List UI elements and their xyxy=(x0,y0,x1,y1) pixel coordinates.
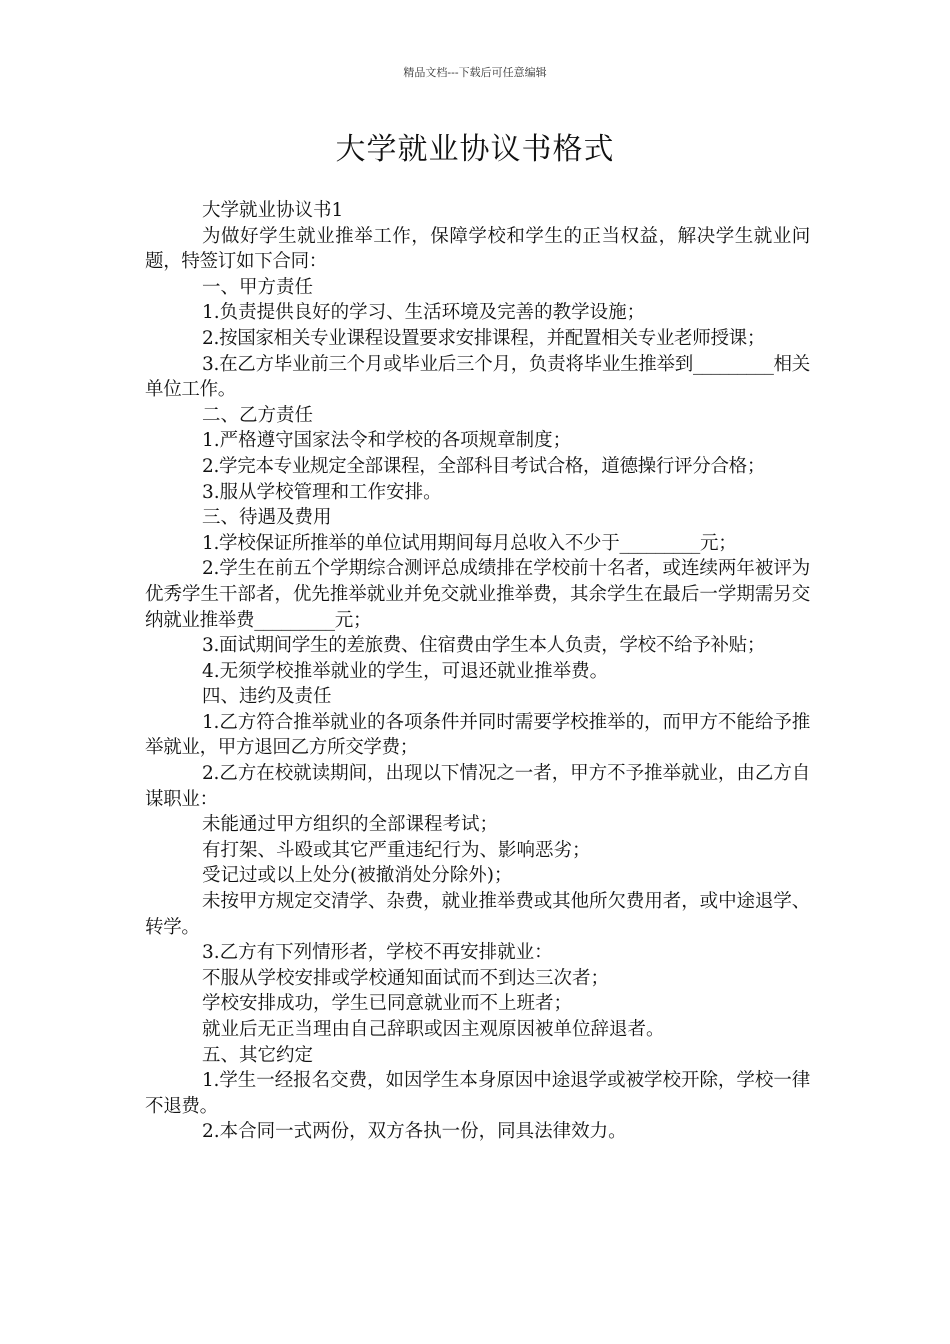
paragraph: 1.负责提供良好的学习、生活环境及完善的教学设施； xyxy=(202,302,646,324)
section-heading: 四、违约及责任 xyxy=(202,686,332,708)
paragraph: 2.学生在前五个学期综合测评总成绩排在学校前十名者，或连续两年被评为优秀学生干部者，优先推举就业并免交就业推举费，其余学生在最后一学期需另交纳就业推举费_________元； xyxy=(145,558,810,631)
paragraph: 就业后无正当理由自己辞职或因主观原因被单位辞退者。 xyxy=(202,1019,665,1040)
paragraph: 2.按国家相关专业课程设置要求安排课程，并配置相关专业老师授课； xyxy=(202,327,766,349)
paragraph: 1.学校保证所推举的单位试用期间每月总收入不少于_________元； xyxy=(202,532,737,554)
paragraph: 未能通过甲方组织的全部课程考试； xyxy=(202,814,499,836)
paragraph: 1.严格遵守国家法令和学校的各项规章制度； xyxy=(202,430,572,452)
paragraph: 4.无须学校推举就业的学生，可退还就业推举费。 xyxy=(202,660,609,682)
paragraph: 有打架、斗殴或其它严重违纪行为、影响恶劣； xyxy=(202,839,591,861)
paragraph: 2.乙方在校就读期间，出现以下情况之一者，甲方不予推举就业，由乙方自谋职业： xyxy=(145,763,810,810)
paragraph: 3.服从学校管理和工作安排。 xyxy=(202,481,442,503)
document-body xyxy=(145,198,810,1145)
paragraph: 3.在乙方毕业前三个月或毕业后三个月，负责将毕业生推举到_________相关单位工作。 xyxy=(145,353,810,401)
paragraph: 受记过或以上处分(被撤消处分除外)； xyxy=(202,865,513,887)
paragraph: 为做好学生就业推举工作，保障学校和学生的正当权益，解决学生就业问题，特签订如下合同： xyxy=(145,225,810,273)
document-title: 大学就业协议书格式 xyxy=(335,132,615,167)
paragraph: 不服从学校安排或学校通知面试而不到达三次者； xyxy=(202,967,610,989)
paragraph: 大学就业协议书1 xyxy=(202,200,344,221)
paragraph: 1.乙方符合推举就业的各项条件并同时需要学校推举的，而甲方不能给予推举就业，甲方退回乙方所交学费； xyxy=(145,711,810,759)
section-heading: 三、待遇及费用 xyxy=(202,507,332,529)
paragraph: 3.面试期间学生的差旅费、住宿费由学生本人负责，学校不给予补贴； xyxy=(202,635,766,657)
section-heading: 二、乙方责任 xyxy=(202,404,314,426)
paragraph: 2.学完本专业规定全部课程，全部科目考试合格，道德操行评分合格； xyxy=(202,455,766,477)
paragraph: 学校安排成功，学生已同意就业而不上班者； xyxy=(202,993,573,1015)
paragraph: 1.学生一经报名交费，如因学生本身原因中途退学或被学校开除，学校一律不退费。 xyxy=(145,1070,810,1117)
paragraph: 2.本合同一式两份，双方各执一份，同具法律效力。 xyxy=(202,1121,627,1143)
section-heading: 五、其它约定 xyxy=(202,1044,314,1066)
section-heading: 一、甲方责任 xyxy=(202,276,314,298)
paragraph: 未按甲方规定交清学、杂费，就业推举费或其他所欠费用者，或中途退学、转学。 xyxy=(145,891,810,938)
page-header: 精品文档---下载后可任意编辑 xyxy=(403,66,547,79)
paragraph: 3.乙方有下列情形者，学校不再安排就业： xyxy=(202,942,553,964)
